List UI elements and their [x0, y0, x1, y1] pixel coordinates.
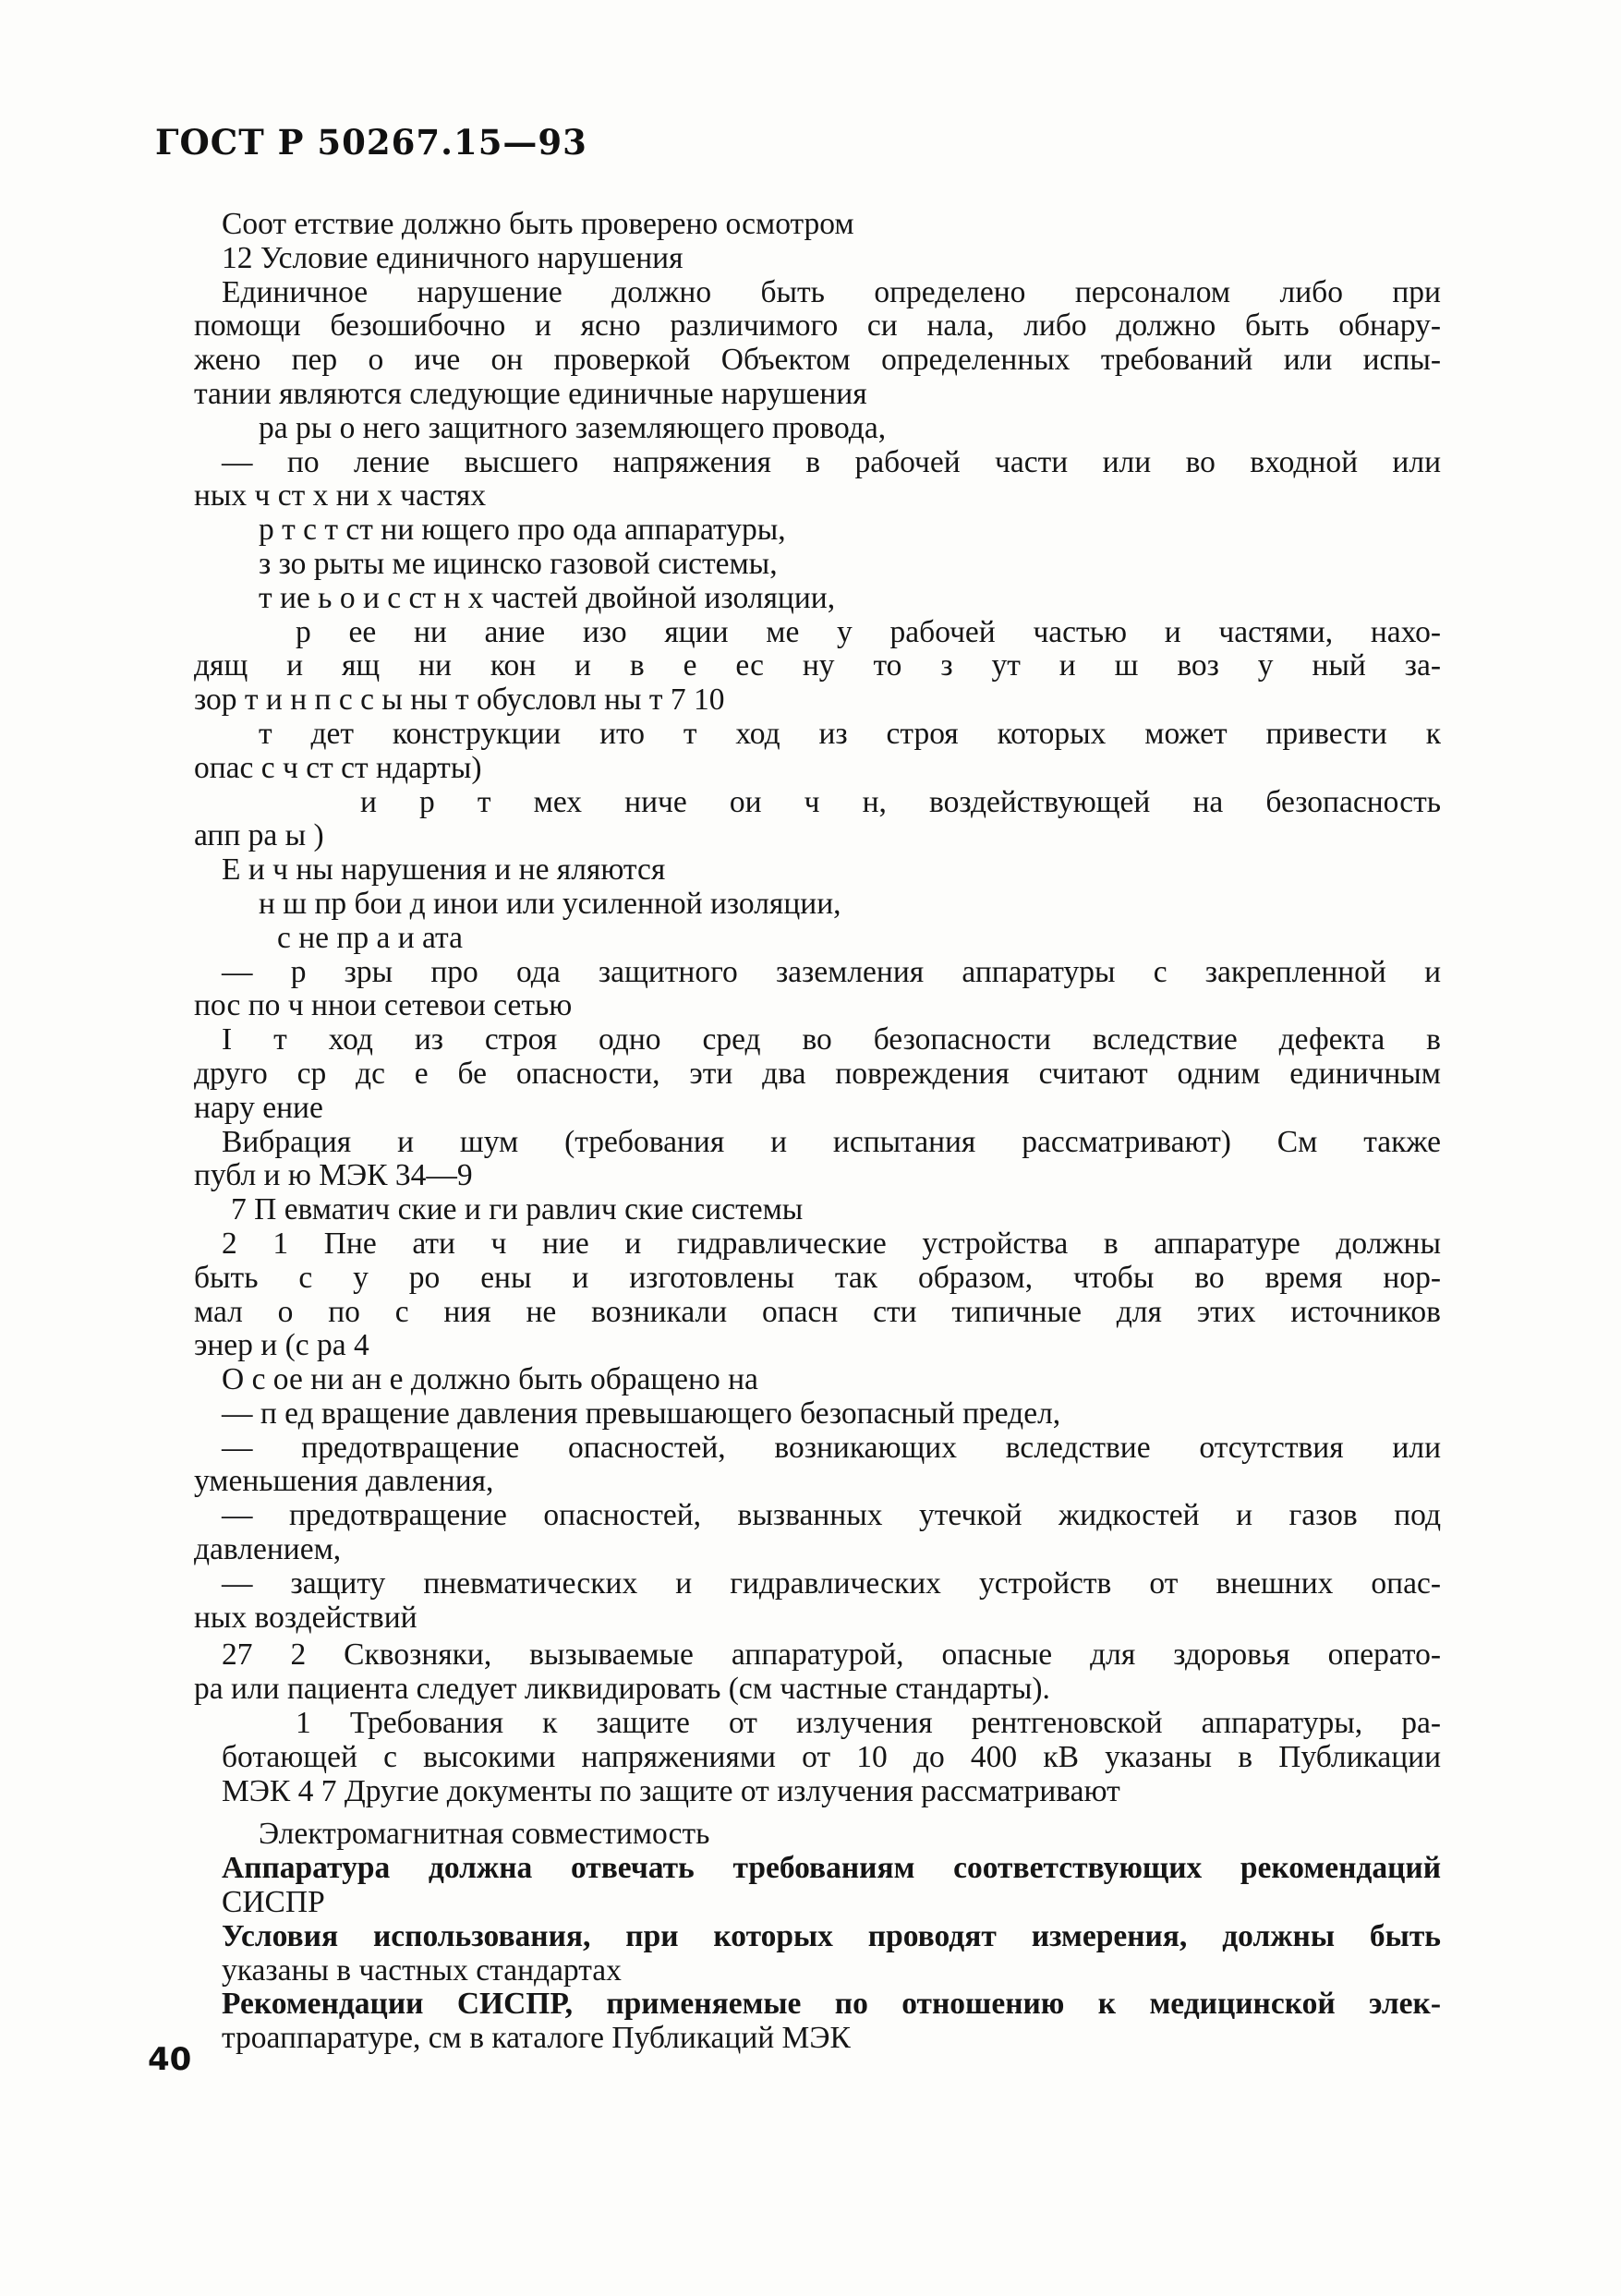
text-line: уменьшения давления, [194, 1465, 494, 1499]
text-line: 12 Условие единичного нарушения [222, 241, 683, 275]
text-line: — по ление высшего напряжения в рабочей части или во входной или [222, 445, 1441, 479]
text-line: ботающей с высокими напряжениями от 10 до 400 кВ указаны в Публикации [222, 1740, 1441, 1774]
text-line: т ие ь о и с ст н х частей двойной изоляции, [259, 581, 836, 615]
text-line: Электромагнитная совместимость [259, 1818, 710, 1852]
text-line: ра или пациента следует ликвидировать (см частные стандарты). [194, 1673, 1050, 1707]
text-line: Вибрация и шум (требования и испытания рассматривают) См также [222, 1125, 1441, 1159]
text-line: О с ое ни ан е должно быть обращено на [222, 1363, 758, 1397]
text-line: энер и (с ра 4 [194, 1329, 369, 1363]
text-line: быть с у ро ены и изготовлены так образом, чтобы во время нор- [194, 1261, 1441, 1295]
text-line: т дет конструкции ито т ход из строя которых может привести к [259, 717, 1441, 751]
text-line: пос по ч ннои сетевои сетью [194, 989, 573, 1023]
text-line: с не пр а и ата [277, 921, 463, 955]
text-line: — предотвращение опасностей, вызванных утечкой жидкостей и газов под [222, 1499, 1441, 1533]
text-line: опас с ч ст ст ндарты) [194, 751, 482, 785]
text-line: зор т и н п с с ы ны т обусловл ны т 7 10 [194, 683, 725, 718]
text-line: 2 1 Пне ати ч ние и гидравлические устройства в аппаратуре должны [222, 1227, 1441, 1261]
text-line: р ее ни ание изо яции ме у рабочей частью и частями, нахо- [296, 615, 1441, 649]
text-line: I т ход из строя одно сред во безопасности вследствие дефекта в [222, 1023, 1441, 1057]
text-line: троаппаратуре, см в каталоге Публикаций МЭК [222, 2022, 851, 2056]
text-line: и р т мех ниче ои ч н, воздействующей на безопасность [360, 785, 1441, 819]
text-line: Аппаратура должна отвечать требованиям соответствующих рекомендаций [222, 1852, 1441, 1886]
text-line: друго ср дс е бе опасности, эти два повреждения считают одним единичным [194, 1057, 1441, 1091]
text-line: МЭК 4 7 Другие документы по защите от излучения рассматривают [222, 1774, 1120, 1808]
body-text [194, 208, 1441, 2056]
text-line: нару ение [194, 1091, 323, 1125]
text-line: ра ры о него защитного заземляющего провода, [259, 411, 887, 445]
text-line: Е и ч ны нарушения и не яляются [222, 853, 666, 888]
text-line: давлением, [194, 1533, 342, 1567]
page-number: 40 [148, 2041, 192, 2078]
text-line: публ и ю МЭК 34—9 [194, 1159, 473, 1193]
text-line: тании являются следующие единичные нарушения [194, 377, 867, 411]
text-line: Соот етствие должно быть проверено осмотром [222, 208, 854, 241]
text-line: помощи безошибочно и ясно различимого си нала, либо должно быть обнару- [194, 309, 1441, 344]
text-line: дящ и ящ ни кон и в е ес ну то з ут и ш воз у ный за- [194, 649, 1441, 683]
text-line: з зо рыты ме ицинско газовой системы, [259, 547, 778, 581]
text-line: мал о по с ния не возникали опасн сти типичные для этих источников [194, 1295, 1441, 1329]
text-line: апп ра ы ) [194, 819, 324, 853]
text-line: ных ч ст х ни х частях [194, 479, 487, 514]
text-line: ных воздействий [194, 1601, 417, 1635]
text-line: жено пер о иче он проверкой Объектом определенных требований или испы- [194, 344, 1441, 378]
text-line: — р зры про ода защитного заземления аппаратуры с закрепленной и [222, 955, 1441, 989]
text-line: — предотвращение опасностей, возникающих вследствие отсутствия или [222, 1431, 1441, 1465]
text-line: указаны в частных стандартах [222, 1953, 622, 1988]
text-line: н ш пр бои д инои или усиленной изоляции, [259, 887, 841, 921]
text-line: 1 Требования к защите от излучения рентгеновской аппаратуры, ра- [296, 1707, 1441, 1741]
text-line: Единичное нарушение должно быть определено персоналом либо при [222, 275, 1441, 309]
text-line: Условия использования, при которых проводят измерения, должны быть [222, 1919, 1441, 1953]
document-header: ГОСТ Р 50267.15—93 [155, 122, 587, 163]
text-line: — п ед вращение давления превышающего безопасный предел, [222, 1396, 1061, 1431]
text-line: — защиту пневматических и гидравлических устройств от внешних опас- [222, 1566, 1441, 1601]
text-line: 27 2 Сквозняки, вызываемые аппаратурой, опасные для здоровья операто- [222, 1638, 1441, 1673]
text-line: 7 П евматич ские и ги равлич ские системы [231, 1193, 804, 1227]
text-line: р т с т ст ни ющего про ода аппаратуры, [259, 514, 786, 548]
text-line: СИСПР [222, 1886, 325, 1920]
text-line: Рекомендации СИСПР, применяемые по отношению к медицинской элек- [222, 1988, 1441, 2022]
